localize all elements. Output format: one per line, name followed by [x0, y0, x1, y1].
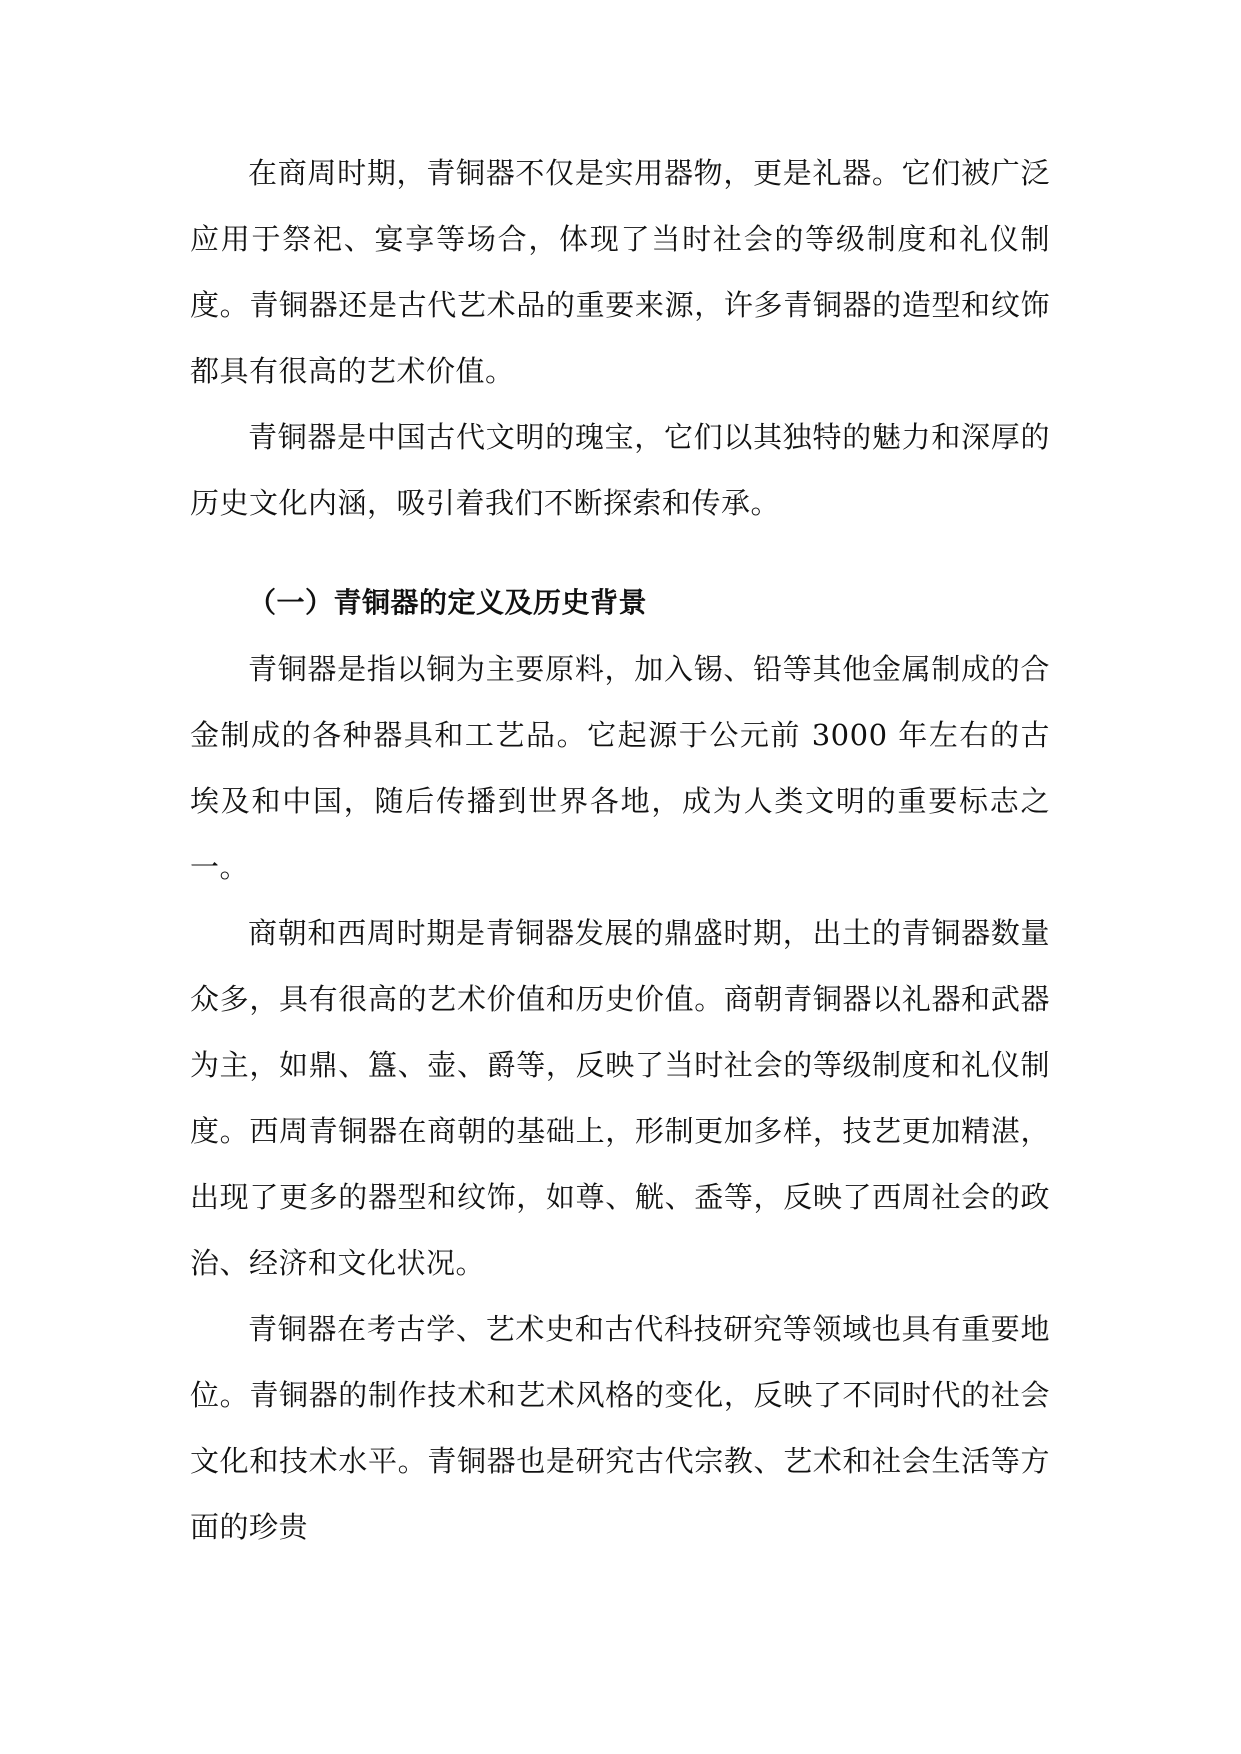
section-spacer — [190, 536, 1050, 570]
document-page — [190, 140, 1050, 1560]
intro-paragraph-2: 青铜器是中国古代文明的瑰宝，它们以其独特的魅力和深厚的历史文化内涵，吸引着我们不断探索和传承。 — [190, 420, 1050, 520]
section-paragraph-3: 青铜器在考古学、艺术史和古代科技研究等领域也具有重要地位。青铜器的制作技术和艺术风格的变化，反映了不同时代的社会文化和技术水平。青铜器也是研究古代宗教、艺术和社会生活等方面的珍贵 — [190, 1312, 1050, 1544]
section-heading: （一）青铜器的定义及历史背景 — [248, 586, 648, 619]
intro-paragraph-1: 在商周时期，青铜器不仅是实用器物，更是礼器。它们被广泛应用于祭祀、宴享等场合，体现了当时社会的等级制度和礼仪制度。青铜器还是古代艺术品的重要来源，许多青铜器的造型和纹饰都具有很高的艺术价值。 — [190, 156, 1050, 388]
section-paragraph-2: 商朝和西周时期是青铜器发展的鼎盛时期，出土的青铜器数量众多，具有很高的艺术价值和历史价值。商朝青铜器以礼器和武器为主，如鼎、簋、壶、爵等，反映了当时社会的等级制度和礼仪制度。西周青铜器在商朝的基础上，形制更加多样，技艺更加精湛，出现了更多的器型和纹饰，如尊、觥、盉等，反映了西周社会的政治、经济和文化状况。 — [190, 916, 1050, 1280]
section-paragraph-1: 青铜器是指以铜为主要原料，加入锡、铅等其他金属制成的合金制成的各种器具和工艺品。它起源于公元前 3000 年左右的古埃及和中国，随后传播到世界各地，成为人类文明的重要标志之一。 — [190, 652, 1050, 884]
